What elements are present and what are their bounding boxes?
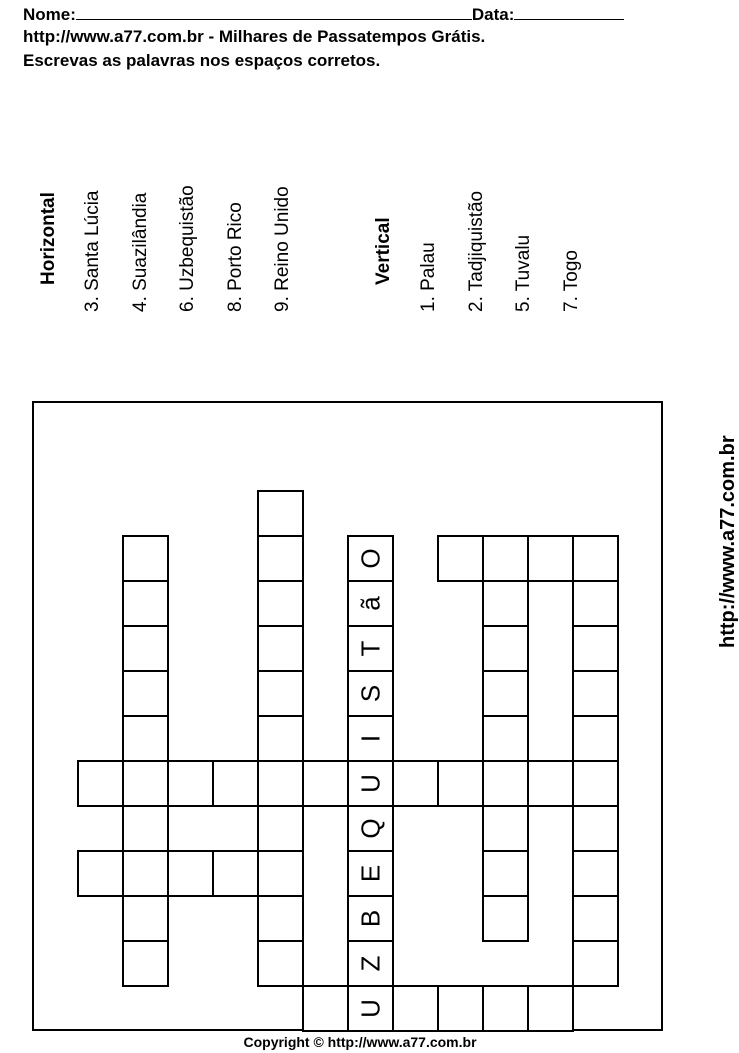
- grid-letter: E: [355, 864, 386, 883]
- grid-cell[interactable]: [438, 986, 483, 1031]
- grid-letter: Q: [355, 818, 386, 839]
- grid-cell[interactable]: [258, 536, 303, 581]
- grid-letter: U: [355, 999, 386, 1018]
- grid-letter: U: [355, 774, 386, 793]
- clue-horizontal-6: 6. Uzbequistão: [177, 185, 198, 312]
- grid-cell[interactable]: [573, 851, 618, 896]
- grid-cell[interactable]: [303, 986, 348, 1031]
- grid-letter: I: [355, 734, 386, 743]
- grid-cell[interactable]: [483, 716, 528, 761]
- grid-cell[interactable]: [168, 761, 213, 806]
- grid-cell[interactable]: [528, 761, 573, 806]
- grid-cell[interactable]: [483, 986, 528, 1031]
- grid-cell[interactable]: [123, 761, 168, 806]
- grid-cell[interactable]: [303, 761, 348, 806]
- grid-cell[interactable]: [573, 716, 618, 761]
- grid-cell[interactable]: [573, 626, 618, 671]
- grid-cell[interactable]: [438, 761, 483, 806]
- grid-cell[interactable]: [123, 716, 168, 761]
- grid-cell[interactable]: [573, 671, 618, 716]
- clue-vertical-5: 5. Tuvalu: [513, 234, 534, 312]
- grid-cell[interactable]: [258, 941, 303, 986]
- grid-cell[interactable]: [168, 851, 213, 896]
- instructions: Escrevas as palavras nos espaços corretos.: [23, 51, 381, 70]
- clue-vertical-1: 1. Palau: [418, 242, 439, 312]
- grid-cell[interactable]: [123, 626, 168, 671]
- grid-cell[interactable]: [258, 761, 303, 806]
- grid-cell[interactable]: [258, 896, 303, 941]
- grid-cell[interactable]: [483, 581, 528, 626]
- grid-letter: T: [355, 640, 386, 657]
- grid-cell[interactable]: [258, 491, 303, 536]
- grid-cell[interactable]: [573, 581, 618, 626]
- grid-cell[interactable]: [123, 581, 168, 626]
- grid-letter: O: [355, 548, 386, 569]
- side-url: http://www.a77.com.br: [717, 435, 739, 648]
- clue-horizontal-8: 8. Porto Rico: [225, 202, 246, 312]
- clue-horizontal-3: 3. Santa Lúcia: [82, 190, 103, 312]
- grid-letter: B: [355, 909, 386, 928]
- clue-vertical-7: 7. Togo: [561, 250, 582, 312]
- site-line: http://www.a77.com.br - Milhares de Passatempos Grátis.: [23, 27, 486, 46]
- grid-cell[interactable]: [483, 536, 528, 581]
- grid-cells: [78, 491, 618, 1031]
- grid-cell[interactable]: [258, 806, 303, 851]
- grid-letter: Z: [355, 955, 386, 972]
- grid-cell[interactable]: [573, 806, 618, 851]
- grid-cell[interactable]: [483, 626, 528, 671]
- grid-cell[interactable]: [483, 851, 528, 896]
- grid-cell[interactable]: [258, 851, 303, 896]
- grid-cell[interactable]: [528, 536, 573, 581]
- grid-cell[interactable]: [393, 986, 438, 1031]
- grid-cell[interactable]: [258, 671, 303, 716]
- grid-cell[interactable]: [393, 761, 438, 806]
- grid-cell[interactable]: [483, 761, 528, 806]
- grid-cell[interactable]: [123, 851, 168, 896]
- grid-letter: S: [355, 684, 386, 703]
- grid-cell[interactable]: [573, 896, 618, 941]
- grid-cell[interactable]: [123, 896, 168, 941]
- grid-cell[interactable]: [573, 536, 618, 581]
- clue-horizontal-4: 4. Suazilândia: [130, 192, 151, 312]
- grid-cell[interactable]: [483, 896, 528, 941]
- grid-letter: ã: [355, 596, 386, 611]
- clue-horizontal-9: 9. Reino Unido: [272, 186, 293, 312]
- grid-cell[interactable]: [573, 761, 618, 806]
- date-label: Data:: [471, 5, 515, 24]
- grid-cell[interactable]: [258, 581, 303, 626]
- name-label: Nome:: [23, 5, 76, 24]
- grid-cell[interactable]: [258, 626, 303, 671]
- vertical-title: Vertical: [373, 217, 394, 285]
- grid-cell[interactable]: [123, 806, 168, 851]
- grid-cell[interactable]: [483, 671, 528, 716]
- clue-vertical-2: 2. Tadjiquistão: [466, 190, 487, 312]
- copyright: Copyright © http://www.a77.com.br: [243, 1034, 477, 1050]
- grid-cell[interactable]: [258, 716, 303, 761]
- grid-cell[interactable]: [483, 806, 528, 851]
- grid-cell[interactable]: [573, 941, 618, 986]
- grid-cell[interactable]: [123, 941, 168, 986]
- grid-cell[interactable]: [78, 851, 123, 896]
- grid-cell[interactable]: [123, 671, 168, 716]
- grid-cell[interactable]: [528, 986, 573, 1031]
- horizontal-title: Horizontal: [38, 192, 59, 285]
- grid-cell[interactable]: [123, 536, 168, 581]
- grid-cell[interactable]: [78, 761, 123, 806]
- grid-cell[interactable]: [438, 536, 483, 581]
- grid-cell[interactable]: [213, 851, 258, 896]
- grid-cell[interactable]: [213, 761, 258, 806]
